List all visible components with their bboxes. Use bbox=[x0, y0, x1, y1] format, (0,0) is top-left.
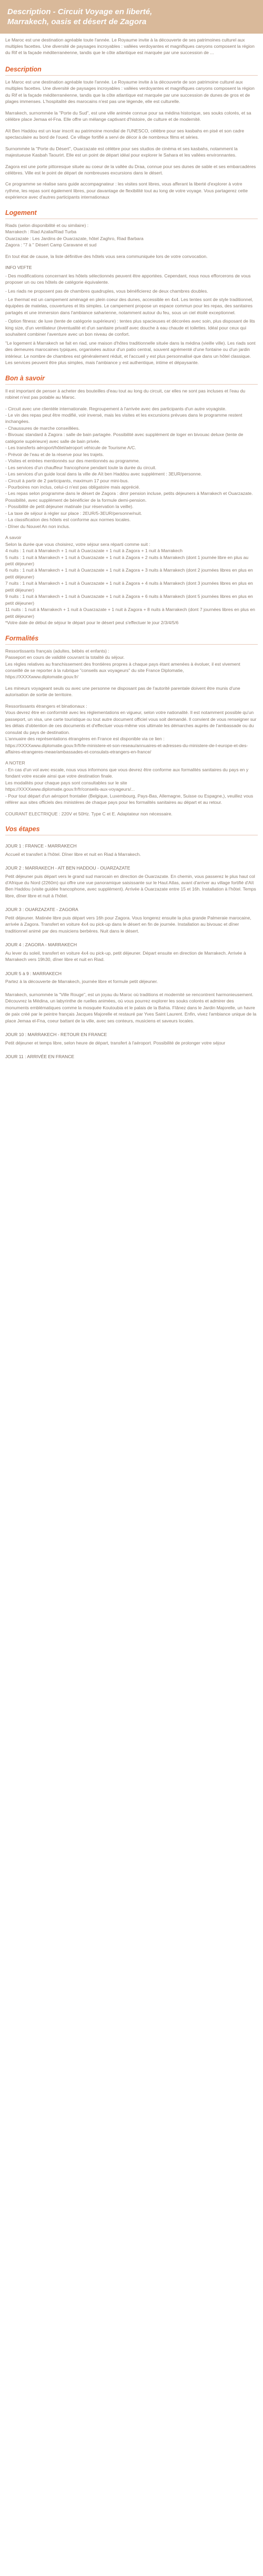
intro-text: Le Maroc est une destination agréable toute l'année. Le Royaume invite à la découverte de ses patrimoines culturel aux multiples facettes. Une diversité de paysages incroyables : vallées verdoyantes et magnifiques canyons composent la région du Rif et la façade méditerranéenne, tandis que le côte atlantique est marquée par une succession de ... bbox=[5, 37, 255, 56]
page bbox=[0, 0, 263, 1067]
section-title-description: Description bbox=[5, 65, 258, 76]
day-item bbox=[5, 865, 258, 899]
day-description: Petit déjeuner puis départ vers le grand sud marocain en direction de Ouarzazate. En chemin, vous passerez le plus haut col d'Afrique du Nord (2260m) qui offre une vue panoramique saisissante sur le Haut Atlas, avant d'arriver au village fortifié d'Aït Ben Haddou (visite guidée francophone, avec supplément). Arrivée à Ouarzazate entre 15 et 16h. Installation à l'hôtel. Temps libre, dîner libre et nuit à l'hôtel. bbox=[5, 873, 256, 898]
section-title-vos-etapes: Vos étapes bbox=[5, 824, 258, 835]
day-title: JOUR 5 à 9 : MARRAKECH bbox=[5, 970, 62, 976]
hotel-line: Marrakech : Riad Azalia/Riad Turba bbox=[5, 229, 77, 235]
description-paragraph: Marrakech, surnommée la "Porte du Sud", est une ville animée connue pour sa médina historique, ses souks colorés, et sa célèbre place Jemaa el-Fna. Elle offre un mélange captivant d'histoire, de culture et de modernité. bbox=[5, 110, 251, 122]
day-description: Petit déjeuner et temps libre, selon heure de départ, transfert à l'aéroport. Possibilité de prolonger votre séjour bbox=[5, 1040, 226, 1046]
day-description: Accueil et transfert à l'hôtel. Dîner libre et nuit en Riad à Marrakech. bbox=[5, 851, 141, 857]
day-title: JOUR 10 : MARRAKECH - RETOUR EN FRANCE bbox=[5, 1032, 107, 1038]
hotel-line: Riads (selon disponibilité et ou similaire) : bbox=[5, 222, 89, 228]
logement-info-item: - Le thermat est un campement aménagé en plein coeur des dunes, accessible en 4x4. Les tentes sont de style traditionnel, équipées de matelas, couvertures et lits simples. Le campement propose un espace commun pour les repas, des sanitaires partagés et une immersion dans l'ambiance saharienne, notamment autour du feu, sous un ciel étoilé exceptionnel. bbox=[5, 296, 254, 315]
description-paragraph: Zagora est une porte pittoresque située au coeur de la vallée du Draa, connue pour ses dunes de sable et ses embarcadères célèbres. Ville est le point de départ de nombreuses excursions dans le désert. bbox=[5, 163, 256, 175]
day-title: JOUR 3 : OUARZAZATE - ZAGORA bbox=[5, 907, 78, 913]
logement-hotels bbox=[5, 222, 258, 249]
day-item bbox=[5, 906, 258, 934]
logement-info-title: INFO VEFTE bbox=[5, 265, 32, 271]
bon-a-savoir-paragraph: Il est important de penser à acheter des bouteilles d'eau tout au long du circuit, car elles ne sont pas incluses et l'eau du robinet n'est pas potable au Maroc. bbox=[5, 388, 246, 400]
day-item bbox=[5, 942, 258, 963]
day-item bbox=[5, 1031, 258, 1046]
day-title: JOUR 4 : ZAGORA - MARRAKECH bbox=[5, 942, 77, 948]
description-paragraph: Le Maroc est une destination agréable toute l'année. Le Royaume invite à la découverte de son patrimoine culturel aux multiples facettes. Une diversité de paysages incroyables : vallées verdoyantes et magnifiques canyons composent la région du Rif et la façade méditerranéenne, tandis que la côte atlantique est marquée par une succession de dunes de gros et de plages immenses. L'hospitalité des marocains n'est pas une légende, elle est culturelle. bbox=[5, 79, 255, 105]
logement-info-list bbox=[5, 273, 258, 366]
bon-a-savoir-paragraph: A savoir Selon la durée que vous choisirez, votre séjour sera réparti comme suit : 4 nuits : 1 nuit à Marrakech + 1 nuit à Ouarzazate + 1 nuit à Zagora + 1 nuit à Marrakech 5 nuits : 1 nuit à Marrakech + 1 nuit à Ouarzazate + 1 nuit à Zagora + 2 nuits à Marrakech (dont 1 journée libre en plus au petit déjeuner) 6 nuits : 1 nuit à Marrakech + 1 nuit à Ouarzazate + 1 nuit à Zagora + 3 nuits à Marrakech (dont 2 journées libres en plus en petit déjeuner) 7 nuits : 1 nuit à Marrakech + 1 nuit à Ouarzazate + 1 nuit à Zagora + 4 nuits à Marrakech (dont 3 journées libres en plus en petit déjeuner) 9 nuits : 1 nuit à Marrakech + 1 nuit à Ouarzazate + 1 nuit à Zagora + 6 nuits à Marrakech (dont 5 journées libres en plus en petit déjeuner) 11 nuits : 1 nuit à Marrakech + 1 nuit à Ouarzazate + 1 nuit à Zagora + 8 nuits à Marrakech (dont 7 journées libres en plus en petit déjeuner) *Votre date de début de séjour le départ pour le désert peut s'effectuer le jour 2/3/4/5/6 bbox=[5, 535, 255, 626]
day-title: JOUR 2 : MARRAKECH - AÏT BEN HADDOU - OUARZAZATE bbox=[5, 865, 130, 871]
logement-info-item: - Les riads ne proposent pas de chambres quadruples, vous bénéficierez de deux chambres doubles. bbox=[5, 288, 208, 294]
logement-note: En tout état de cause, la liste définitive des hôtels vous sera communiquée lors de votre convocation. bbox=[5, 253, 208, 259]
bon-a-savoir-body bbox=[5, 388, 258, 626]
day-description: Partez à la découverte de Marrakech, journée libre et formule petit déjeuner. Marrakech, surnommée la "Ville Rouge", est un joyau du Maroc où traditions et modernité se rencontrent harmonieusement. Découvrez la Médina, un labyrinthe de ruelles animées, où vous pourrez explorer les souks colorés et admirer des monuments emblématiques comme la mosquée Koutoubia et le palais de la Bahia. Flânez dans le Jardin Majorelle, un havre de paix créé par le peintre français Jacques Majorelle et restauré par Yves Saint Laurent. Enfin, vivez l'ambiance unique de la place Jemaa el-Fna, coeur battant de la ville, avec ses conteurs, musiciens et saveurs locales. bbox=[5, 978, 257, 1023]
day-description: Au lever du soleil, transfert en voiture 4x4 ou pick-up, petit déjeuner. Départ ensuite en direction de Marrakech. Arrivée à Marrakech vers 19h30, dîner libre et nuit en Riad. bbox=[5, 950, 246, 963]
hero-title-line1: Description - Circuit Voyage en liberté, bbox=[7, 7, 153, 16]
day-title: JOUR 11 : ARRIVÉE EN FRANCE bbox=[5, 1054, 75, 1060]
hero-title-line2: Marrakech, oasis et désert de Zagora bbox=[7, 17, 147, 26]
hotel-line: Ouarzazate : Les Jardins de Ouarzazate, hôtel Zaghro, Riad Barbara bbox=[5, 235, 144, 241]
bon-a-savoir-paragraph: - Circuit avec une clientèle internationale. Regroupement à l'arrivée avec des participants d'un autre voyagiste. - Le vin des repas peut être modifié, voir inversé, mais les visites et les excursions prévues dans le programme restent inchangées. - Chaussures de marche conseillées. - Bivouac standard à Zagora : salle de bain partagée. Possibilité avec supplément de loger en bivouac deluxe (tente de catégorie supérieure) avec salle de bain privée. - Les transferts aéroport/hôtel/aéroport véhicule de Tourisme A/C. - Prévoir de l'eau et de la réserve pour les trajets. - Visites et entrées mentionnés sur des mentionnés au programme. - Les services d'un chauffeur francophone pendant toute la durée du circuit. - Les services d'un guide local dans la ville de Aït ben Haddou avec supplément : 3EUR/personne. - Circuit à partir de 2 participants, maximum 17 pour mini-bus. - Pourboires non inclus, celui-ci n'est pas obligatoire mais apprécié. - Les repas selon programme dans le désert de Zagora : dinrr pension incluse, petits déjeuners à Marrakech et Ouarzazate. Possibilité, avec supplément de bénéficier de la formule demi-pension. - Possibilité de petit déjeuner matinale (sur réservation la veille). - La taxe de séjour à régler sur place : 2EUR/5-3EUR/personne/nuit. - La classification des hôtels est conforme aux normes locales. - Dîner du Nouvel An non inclus. bbox=[5, 406, 253, 529]
hero-banner bbox=[0, 0, 263, 34]
section-title-bon-a-savoir: Bon à savoir bbox=[5, 374, 258, 385]
logement-info-item: - Option fitness: de luxe (tente de catégorie supérieure) : tentes plus spacieuses et décorées avec soin, plus disposant de lits king size, d'un ventilateur (éventualité et d'un sanitaire privatif avec douche à eau chaude et toilettes. Idéal pour ceux qui souhaitent combiner l'aventure avec un bon niveau de confort. bbox=[5, 318, 255, 337]
formalites-paragraph: COURANT ELECTRIQUE : 220V et 50Hz. Type C et E. Adaptateur non nécessaire. bbox=[5, 811, 173, 816]
section-title-formalites: Formalités bbox=[5, 634, 258, 645]
description-paragraph: Aït Ben Haddou est un ksar inscrit au patrimoine mondial de l'UNESCO, célèbre pour ses kasbahs en pisé et son cadre spectaculaire au bord de l'oued. Ce village fortifié a servi de décor à de nombreux films et séries. bbox=[5, 128, 245, 140]
itinerary-days bbox=[5, 843, 258, 1060]
formalites-paragraph: Ressortissants français (adultes, bébés et enfants) : Passeport en cours de validité couvrant la totalité du séjour. Les règles relatives au franchissement des frontières propres à chaque pays étant amenées à évoluer, il est vivement conseillé de se reporter à la rubrique "conseils aux voyageurs" du site France Diplomatie, https://XXXXwww.diplomatie.gouv.fr/ bbox=[5, 648, 240, 680]
formalites-paragraph: A NOTER - En cas d'un vol avec escale, nous vous informons que vous devrez être conforme aux formalités sanitaires du pays en y fondant votre escale ainsi que votre destination finale. Les modalités pour chaque pays sont consultables sur le site https://XXXXwww.diplomatie.gouv.fr/fr/conseils-aux-voyageurs/... - Pour tout départ d'un aéroport frontalier (Belgique, Luxembourg, Pays-Bas, Allemagne, Suisse ou Espagne,), veuillez vous référer aux sites officiels des ministères de chaque pays pour les formalités sanitaires au départ et au retour. bbox=[5, 760, 254, 805]
logement-info-item: - Des modifications concernant les hôtels sélectionnés peuvent être apportées. Cependant, nous nous efforcerons de vous proposer un ou ces hôtels de catégorie équivalente. bbox=[5, 273, 251, 285]
description-paragraph: Ce programme se réalise sans guide accompagnateur : les visites sont libres, vous afferant la liberté d'explorer à votre rythme, les repas sont également libres, pour davantage de flexibilité tout au long de votre voyage. Vous partagerez cette expérience avec d'autres participants internationaux bbox=[5, 181, 248, 200]
logement-info-item: "Le logement à Marrakech se fait en riad, une maison d'hôtes traditionnelle située dans la médina (vieille ville). Les riads sont des demeures marocaines typiques, organisées autour d'un patio central, souvent agrémenté d'une fontaine ou d'un jardin intérieur. Le nombre de chambres est généralement réduit, et l'accueil y est plus personnalisé que dans un hôtel classique. Les services peuvent être plus simples, mais l'ambiance y est authentique, intime et dépaysante. bbox=[5, 340, 256, 366]
day-title: JOUR 1 : FRANCE - MARRAKECH bbox=[5, 843, 77, 849]
formalites-body bbox=[5, 648, 258, 817]
description-body bbox=[5, 79, 258, 201]
section-title-logement: Logement bbox=[5, 208, 258, 219]
main-content bbox=[0, 34, 263, 1067]
formalites-paragraph: Ressortissants étrangers et binationaux : Vous devrez être en conformité avec les réglementations en vigueur, selon votre nationalité. Il est notamment possible qu'un passeport, un visa, une carte touristique ou tout autre document officiel vous soit demandé. Il convient de vous renseigner sur les délais d'obtention de ces documents et d'effectuer vous-même vos ultimate les démarches auprès de l'ambassade ou du consulat du pays de destination. L'annuaire des représentations étrangères en France est disponible via ce lien : https://XXXXwww.diplomatie.gouv.fr/fr/le-ministere-et-son-reseau/annuaires-et-adresses-du-ministere-de-l-europe-et-des-affaires-etrangeres-meae/ambassades-et-consulats-etrangers-en-france/ bbox=[5, 703, 257, 754]
day-item bbox=[5, 843, 258, 857]
hotel-line: Zagora : "7 à " Désert Camp Caravane et sud bbox=[5, 242, 97, 248]
day-description: Petit déjeuner. Matinée libre puis départ vers 16h pour Zagora. Vous longerez ensuite la plus grande Palmeraie marocaine, arrivée à Zagora. Transfert en voiture 4x4 ou pick-up dans le désert en fin de journée. Installation au bivouac et dîner traditionnel animé par des musiciens berbères. Nuit dans le désert. bbox=[5, 915, 251, 934]
formalites-paragraph: Les mineurs voyageant seuls ou avec une personne ne disposant pas de l'autorité parentale doivent être munis d'une autorisation de sortie de territoire. bbox=[5, 685, 240, 698]
day-item bbox=[5, 1053, 258, 1060]
description-paragraph: Surnommée la "Porte du Désert", Ouarzazate est célèbre pour ses studios de cinéma et ses kasbahs, notamment la majestueuse Kasbah Taourirt. Elle est un point de départ idéal pour explorer le Sahara et les vallées environnantes. bbox=[5, 146, 238, 158]
day-item bbox=[5, 970, 258, 1025]
